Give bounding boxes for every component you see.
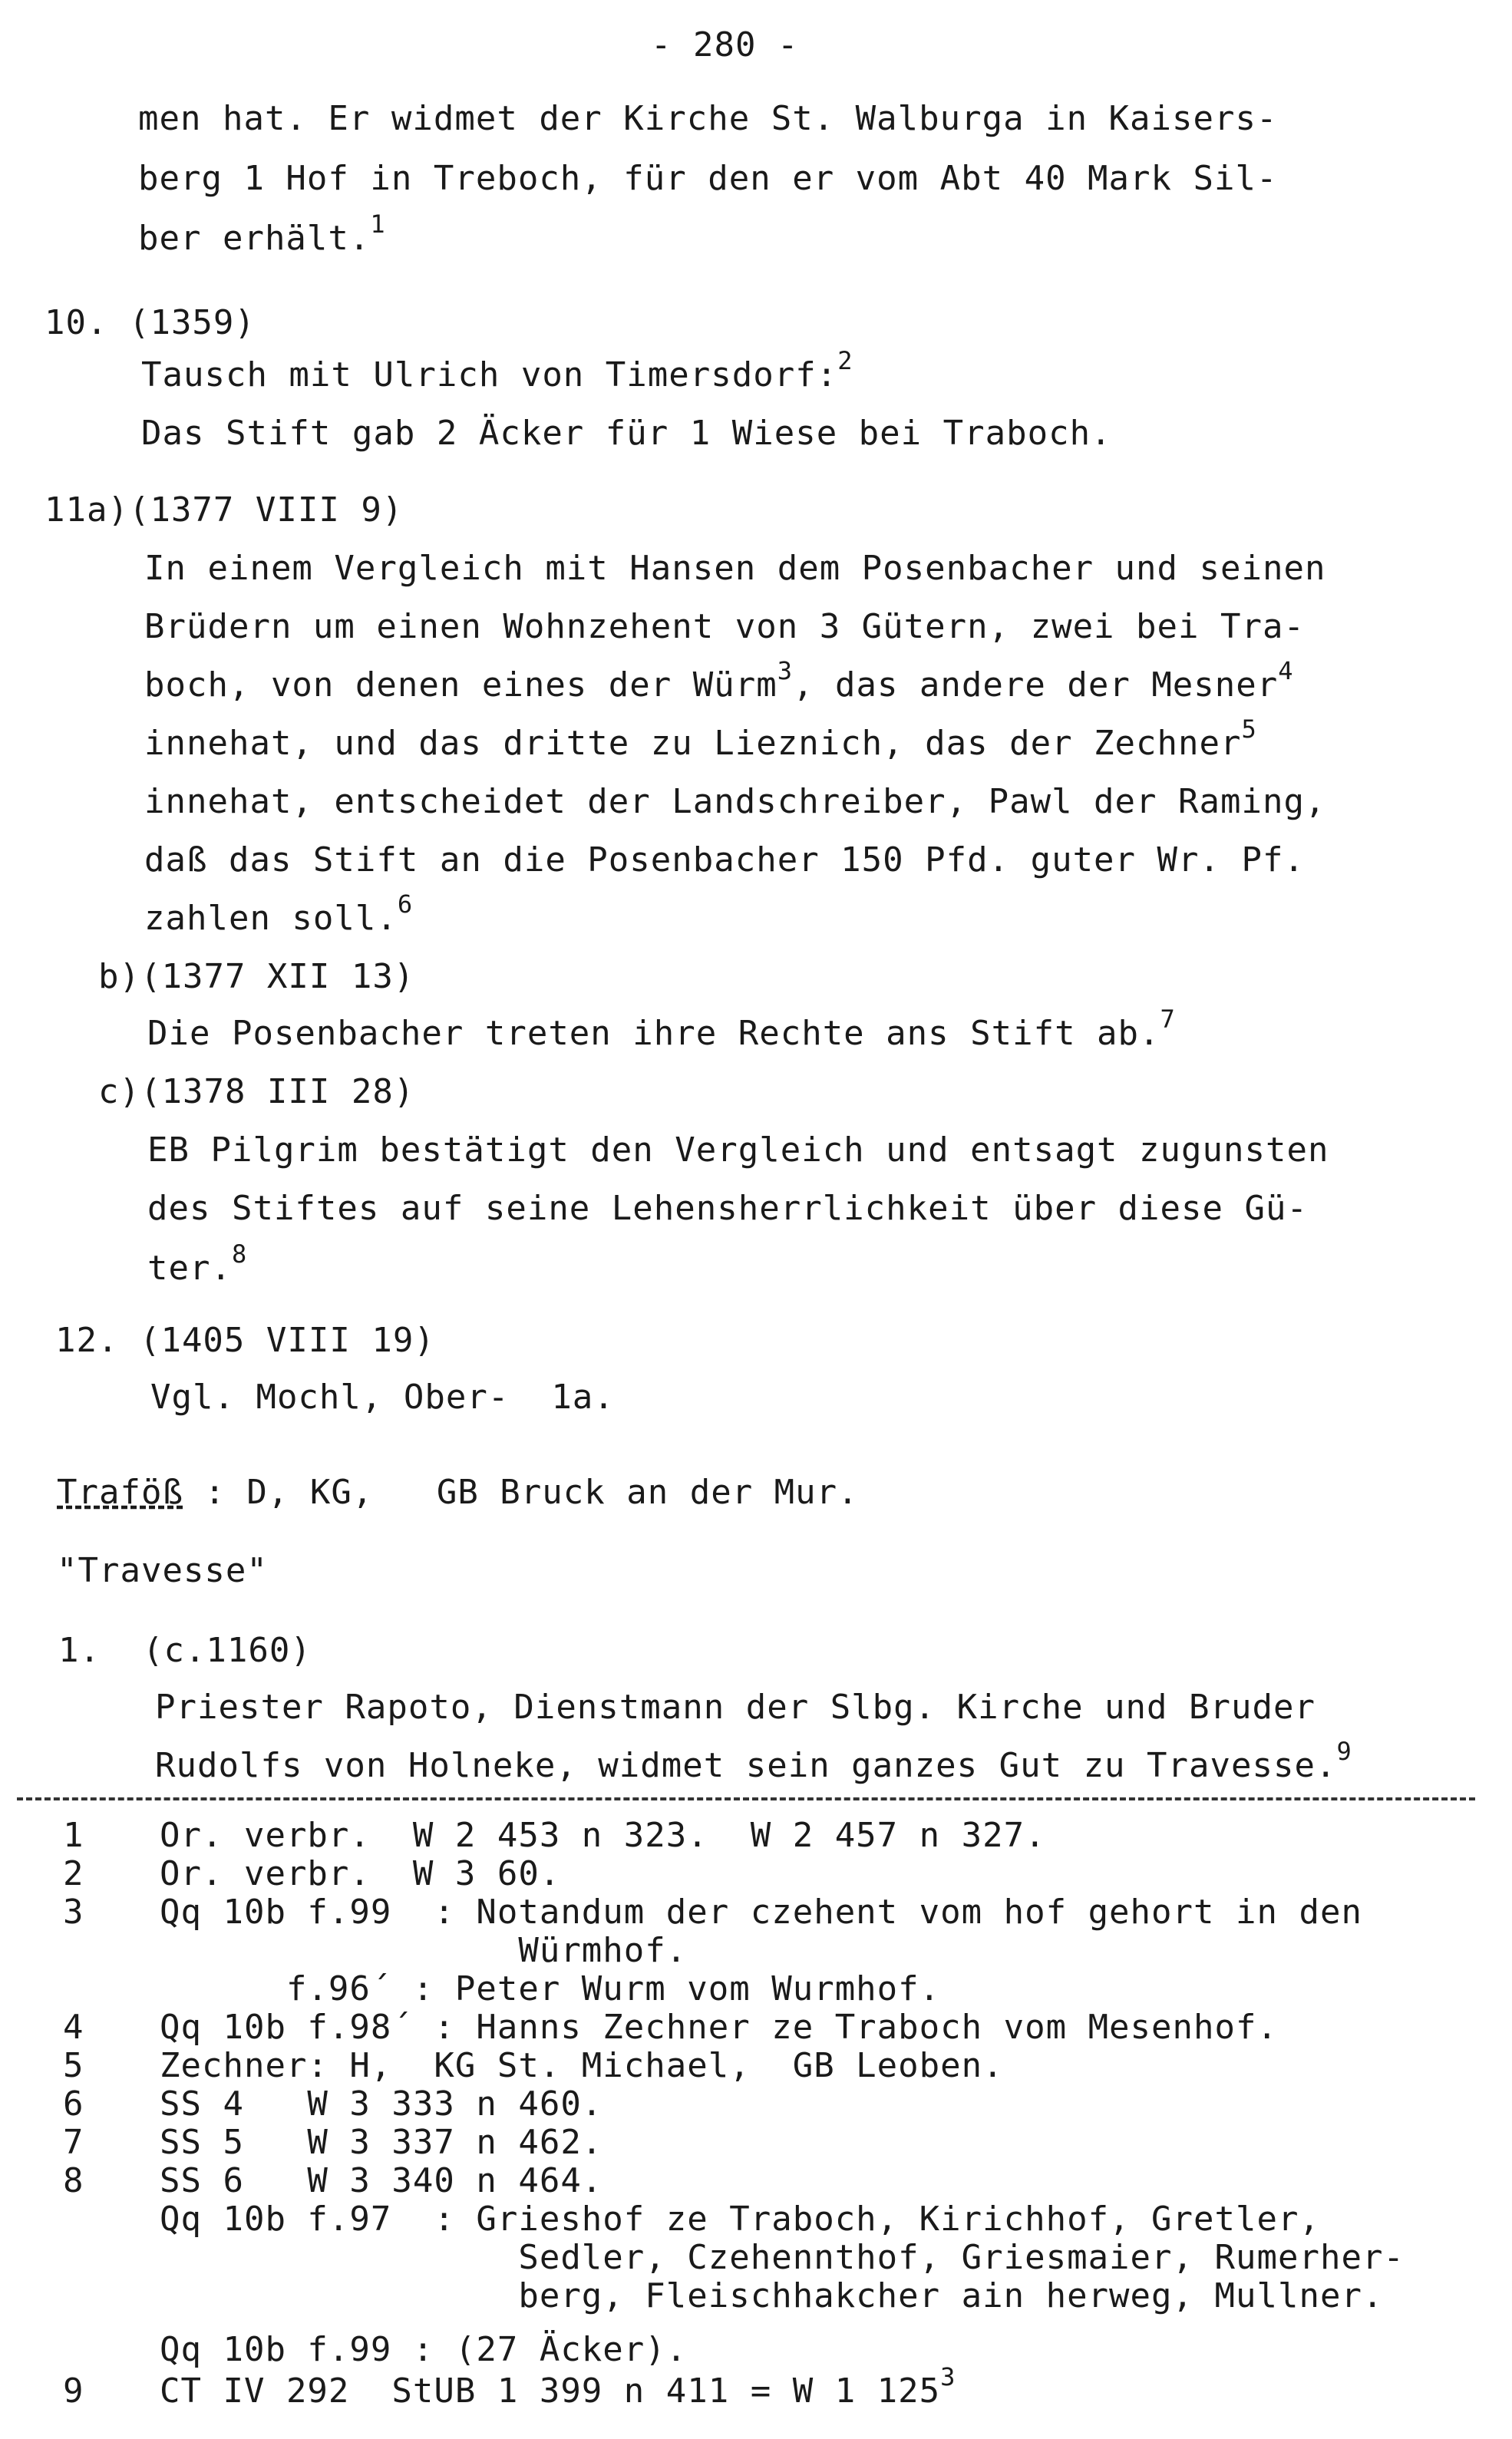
- footnote-text: SS 5 W 3 337 n 462.: [160, 2123, 603, 2162]
- text-line: EB Pilgrim bestätigt den Vergleich und entsagt zugunsten: [147, 1130, 1329, 1170]
- entry-heading: c)(1378 III 28): [98, 1072, 415, 1111]
- footnote-text: berg, Fleischhakcher ain herweg, Mullner.: [160, 2276, 1384, 2315]
- footnote-text: Or. verbr. W 2 453 n 323. W 2 457 n 327.: [160, 1816, 1046, 1855]
- footnote-ref: 6: [397, 889, 414, 919]
- text-line: [147, 1005, 1176, 1053]
- footnote-ref: 1: [370, 210, 386, 239]
- text-line: Das Stift gab 2 Äcker für 1 Wiese bei Traboch.: [141, 414, 1112, 453]
- footnote-ref: 8: [231, 1239, 248, 1269]
- text-line: In einem Vergleich mit Hansen dem Posenbacher und seinen: [144, 549, 1326, 588]
- footnote-text: Zechner: H, KG St. Michael, GB Leoben.: [160, 2046, 1004, 2085]
- text-line: men hat. Er widmet der Kirche St. Walburga in Kaisers-: [138, 99, 1278, 138]
- text-line: daß das Stift an die Posenbacher 150 Pfd. guter Wr. Pf.: [144, 840, 1305, 880]
- text-line: berg 1 Hof in Treboch, für den er vom Abt 40 Mark Sil-: [138, 159, 1278, 198]
- footnote-text: SS 4 W 3 333 n 460.: [160, 2084, 603, 2124]
- footnote-text: f.96´ : Peter Wurm vom Wurmhof.: [160, 1969, 941, 2008]
- text-span: ber erhält.: [138, 219, 371, 258]
- text-span: boch, von denen eines der Würm: [144, 665, 777, 705]
- footnote-text: Or. verbr. W 3 60.: [160, 1854, 561, 1893]
- text-line: Priester Rapoto, Dienstmann der Slbg. Kirche und Bruder: [155, 1688, 1316, 1727]
- footnote-num: 3: [63, 1893, 84, 1932]
- text-line: innehat, entscheidet der Landschreiber, Pawl der Raming,: [144, 782, 1326, 821]
- footnote-ref: 3: [777, 656, 793, 686]
- footnote-text: Sedler, Czehennthof, Griesmaier, Rumerher-: [160, 2238, 1405, 2277]
- footnote-num: 1: [63, 1816, 84, 1855]
- text-span: : D, KG, GB Bruck an der Mur.: [183, 1473, 859, 1512]
- footnote-text: SS 6 W 3 340 n 464.: [160, 2161, 603, 2200]
- text-span: ter.: [147, 1249, 232, 1288]
- entry-heading: 1. (c.1160): [58, 1631, 312, 1670]
- entry-heading: b)(1377 XII 13): [98, 957, 415, 996]
- footnote-num: 4: [63, 2008, 84, 2047]
- text-line: [147, 1239, 248, 1288]
- footnote-text: Qq 10b f.97 : Grieshof ze Traboch, Kirichhof, Gretler,: [160, 2200, 1320, 2239]
- footnote-text: [160, 2362, 956, 2411]
- entry-heading: 11a)(1377 VIII 9): [45, 490, 404, 530]
- text-line: [144, 715, 1257, 763]
- text-span: zahlen soll.: [144, 899, 398, 938]
- text-line: [141, 346, 853, 394]
- entry-heading: 10. (1359): [45, 303, 256, 342]
- footnote-text: Qq 10b f.99 : (27 Äcker).: [160, 2330, 688, 2369]
- footnote-num: 5: [63, 2046, 84, 2085]
- footnote-num: 6: [63, 2084, 84, 2124]
- footnote-num: 9: [63, 2371, 84, 2411]
- text-span: , das andere der Mesner: [792, 665, 1279, 705]
- place-quote: "Travesse": [57, 1551, 268, 1590]
- text-span: CT IV 292 StUB 1 399 n 411 = W 1 125: [160, 2371, 941, 2411]
- text-line: [144, 889, 414, 938]
- footnote-ref: 7: [1160, 1005, 1176, 1035]
- text-line: Brüdern um einen Wohnzehent von 3 Gütern, zwei bei Tra-: [144, 607, 1305, 646]
- footnote-ref: 3: [940, 2362, 956, 2392]
- footnote-num: 7: [63, 2123, 84, 2162]
- footnote-separator: [17, 1797, 1475, 1800]
- text-line: Vgl. Mochl, Ober- 1a.: [150, 1378, 615, 1417]
- footnote-ref: 9: [1336, 1737, 1352, 1767]
- footnote-num: 2: [63, 1854, 84, 1893]
- footnote-ref: 5: [1241, 715, 1257, 744]
- text-span: Die Posenbacher treten ihre Rechte ans Stift ab.: [147, 1014, 1160, 1053]
- page-number: - 280 -: [651, 25, 799, 64]
- entry-heading: 12. (1405 VIII 19): [55, 1321, 435, 1360]
- place-name: Traföß: [57, 1473, 183, 1512]
- text-span: Tausch mit Ulrich von Timersdorf:: [141, 355, 838, 394]
- text-span: Rudolfs von Holneke, widmet sein ganzes Gut zu Travesse.: [155, 1746, 1337, 1785]
- footnote-num: 8: [63, 2161, 84, 2200]
- text-line: des Stiftes auf seine Lehensherrlichkeit über diese Gü-: [147, 1189, 1308, 1228]
- text-line: [144, 656, 1294, 705]
- text-span: innehat, und das dritte zu Lieznich, das der Zechner: [144, 724, 1242, 763]
- footnote-text: Qq 10b f.98´ : Hanns Zechner ze Traboch vom Mesenhof.: [160, 2008, 1278, 2047]
- text-line: [138, 210, 386, 258]
- footnote-ref: 4: [1278, 656, 1294, 686]
- footnote-ref: 2: [837, 346, 853, 376]
- footnote-text: Qq 10b f.99 : Notandum der czehent vom hof gehort in den: [160, 1893, 1362, 1932]
- place-heading: [57, 1474, 859, 1512]
- footnote-text: Würmhof.: [160, 1931, 688, 1970]
- text-line: [155, 1737, 1352, 1785]
